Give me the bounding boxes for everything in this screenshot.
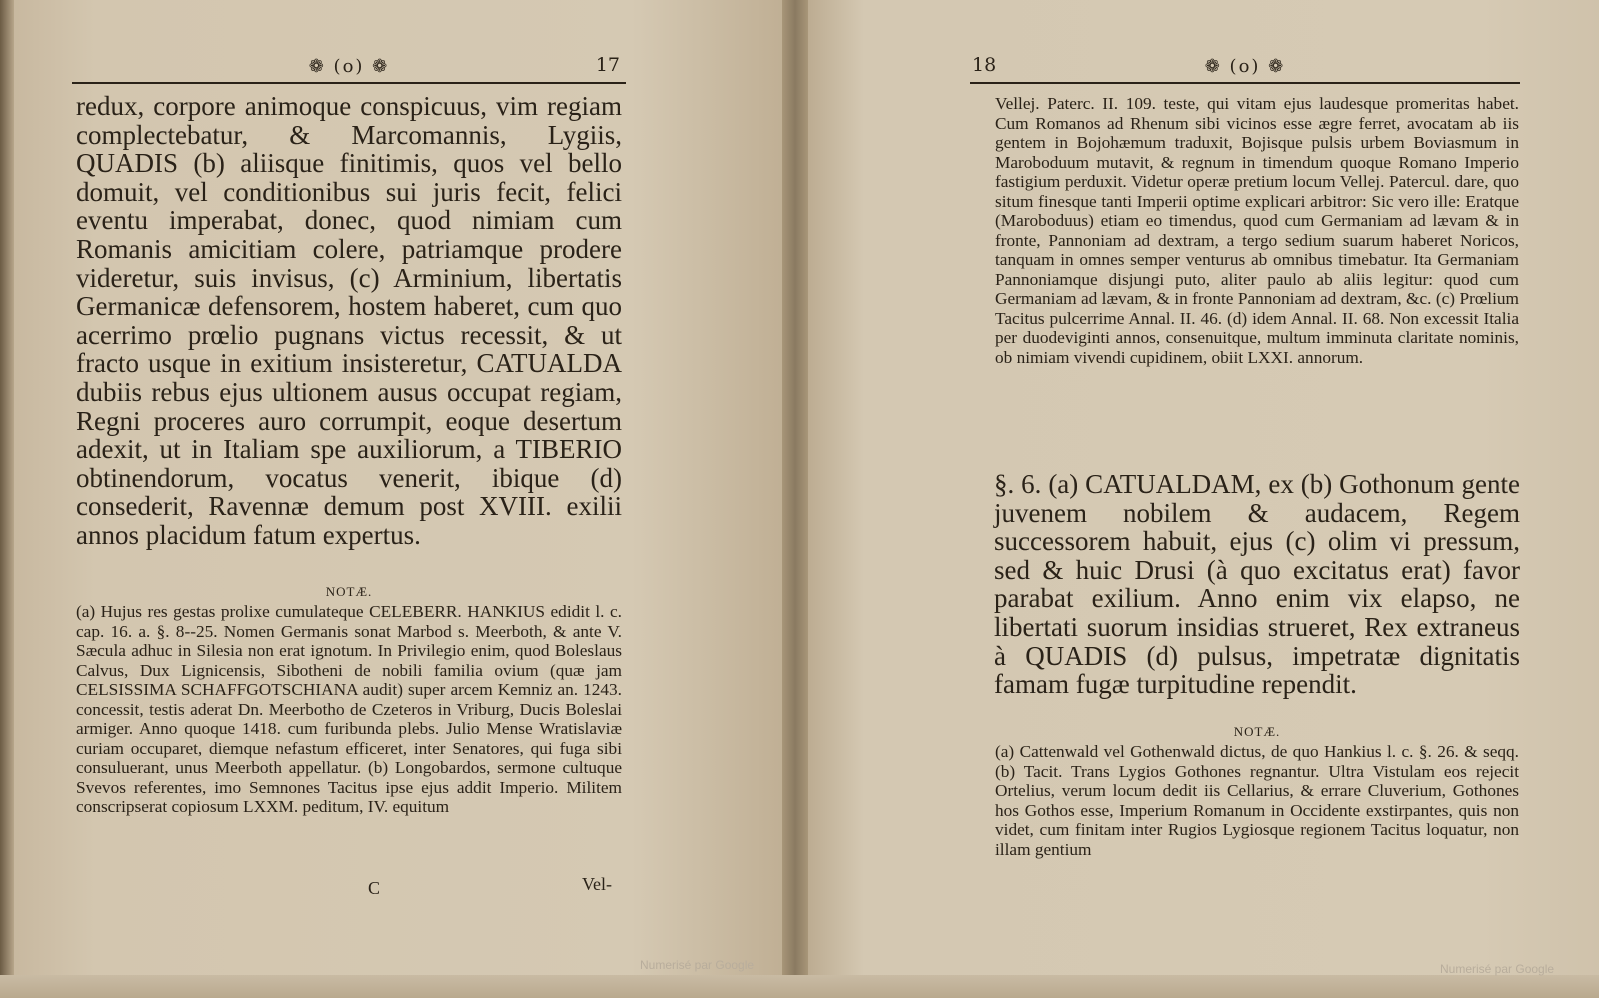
section-6-paragraph: §. 6. (a) CATUALDAM, ex (b) Gothonum gente juvenem nobilem & audacem, Regem successorem habuit, ejus (c) olim vi pressum, sed & huic Drusi (à quo excitatus erat) favor parabat exilium. Anno enim vix elapso, ne libertati suorum insidias strueret, Rex extraneus à QUADIS (d) pulsus, impetratæ dignitatis famam fugæ turpitudine rependit.: [994, 469, 1520, 700]
left-main-paragraph: redux, corpore animoque conspicuus, vim regiam complectebatur, & Marcomannis, Lygiis, QUADIS (b) aliisque finitimis, quos vel bello domuit, vel conditionibus sui juris fecit, felici eventu imperabat, donec, quod nimiam cum Romanis amicitiam colere, patriamque prodere videretur, suis invisus, (c) Arminium, libertatis Germanicæ defensorem, hostem haberet, cum quo acerrimo prœlio pugnans victus recessit, & ut fracto usque in exitium insisteretur, CATUALDA dubiis rebus ejus ultionem ausus occupat regiam, Regni proceres auro corrumpit, eoque desertum adexit, ut in Italiam spe auxiliorum, a TIBERIO obtinendorum, vocatus venerit, ibique (d) consederit, Ravennæ demum post XVIII. exilii annos placidum fatum expertus.: [76, 91, 622, 550]
header-ornament: ❁ (o) ❁: [1204, 56, 1286, 77]
right-top-notes: Vellej. Paterc. II. 109. teste, qui vitam ejus laudesque promeritas habet. Cum Romanos ad Rhenum sibi vicinos esse ægre ferret, avocatam ab iis gentem in Bojohæmum traduxit, Bojisque pulsis urbem Boviasmum in Maroboduum mutavit, & regnum in timendum quoque Romano Imperio fastigium perduxit. Videtur operæ pretium locum Vellej. Patercul. dare, quo situm finesque tanti Imperii optime explicari arbitror: Sic vero ille: Eratque (Maroboduus) etiam eo timendus, quod cum Germaniam ad lævam & in fronte, Pannoniam ad dextram, a tergo sedium suarum haberet Noricos, tanquam in omnes semper venturus ab omnibus timebatur. Ita Germaniam Pannoniamque disjungi puto, aliter paulo ab aliis legitur: quod cum Germaniam ad lævam, & in fronte Pannoniam ad dextram, &c. (c) Prœlium Tacitus pulcerrime Annal. II. 46. (d) idem Annal. II. 68. Non excessit Italia per duodeviginti annos, consenuitque, multum imminuta claritate nominis, ob nimiam vivendi cupidinem, obiit LXXI. annorum.: [995, 94, 1519, 367]
page-number: 17: [595, 54, 620, 76]
right-page-header: [970, 56, 1520, 84]
right-notes-block: [995, 718, 1519, 859]
watermark: Numerisé par Google: [1440, 962, 1555, 976]
signature-mark: C: [368, 878, 381, 898]
book-gutter: [782, 0, 808, 998]
right-notes-text: (a) Cattenwald vel Gothenwald dictus, de quo Hankius l. c. §. 26. & seqq. (b) Tacit. Trans Lygios Gothones regnantur. Ultra Vistulam eos rejecit Ortelius, verum locum dedit iis Cellarius, & errare Cluverium, Gothones hos Gothos esse, Imperium Romanum in Occidente exstirpantes, quis non videt, cum finitam inter Rugios Lygiosque regionem Tacitus loquatur, non illam gentium: [995, 742, 1519, 859]
book-edge: [0, 0, 14, 998]
header-ornament: ❁ (o) ❁: [308, 56, 390, 77]
left-notes-text: (a) Hujus res gestas prolixe cumulateque CELEBERR. HANKIUS edidit l. c. cap. 16. a. §. 8--25. Nomen Germanis sonat Marbod s. Meerboth, & ante V. Sæcula adhuc in Silesia non erat ignotum. In Privilegio enim, quod Boleslaus Calvus, Dux Lignicensis, Sibotheni de nobili familia ovium (quæ jam CELSISSIMA SCHAFFGOTSCHIANA audit) super arcem Kemniz an. 1243. concessit, testis aderat Dn. Meerbotho de Czeteros in Vriburg, Ducis Boleslai armiger. Anno quoque 1418. cum furibunda plebs. Julio Mense Wratislaviæ curiam occuparet, diemque nefastum efficeret, inter Senatores, qui fuga sibi consuluerant, unus Meerboth appellatur. (b) Longobardos, sermone cultuque Svevos referentes, imo Semnones Tacitus ipse ejus addit Imperio. Militem conscripserat copiosum LXXM. peditum, IV. equitum: [76, 602, 622, 816]
left-notes-block: [76, 578, 622, 817]
bottom-shadow: [0, 975, 1599, 998]
notae-heading: NOTÆ.: [325, 584, 373, 599]
page-number: 18: [972, 54, 997, 76]
catchword: Vel-: [582, 874, 612, 894]
watermark: Numerisé par Google: [640, 958, 755, 972]
left-page-header: [72, 56, 626, 84]
notae-heading: NOTÆ.: [1233, 724, 1281, 739]
